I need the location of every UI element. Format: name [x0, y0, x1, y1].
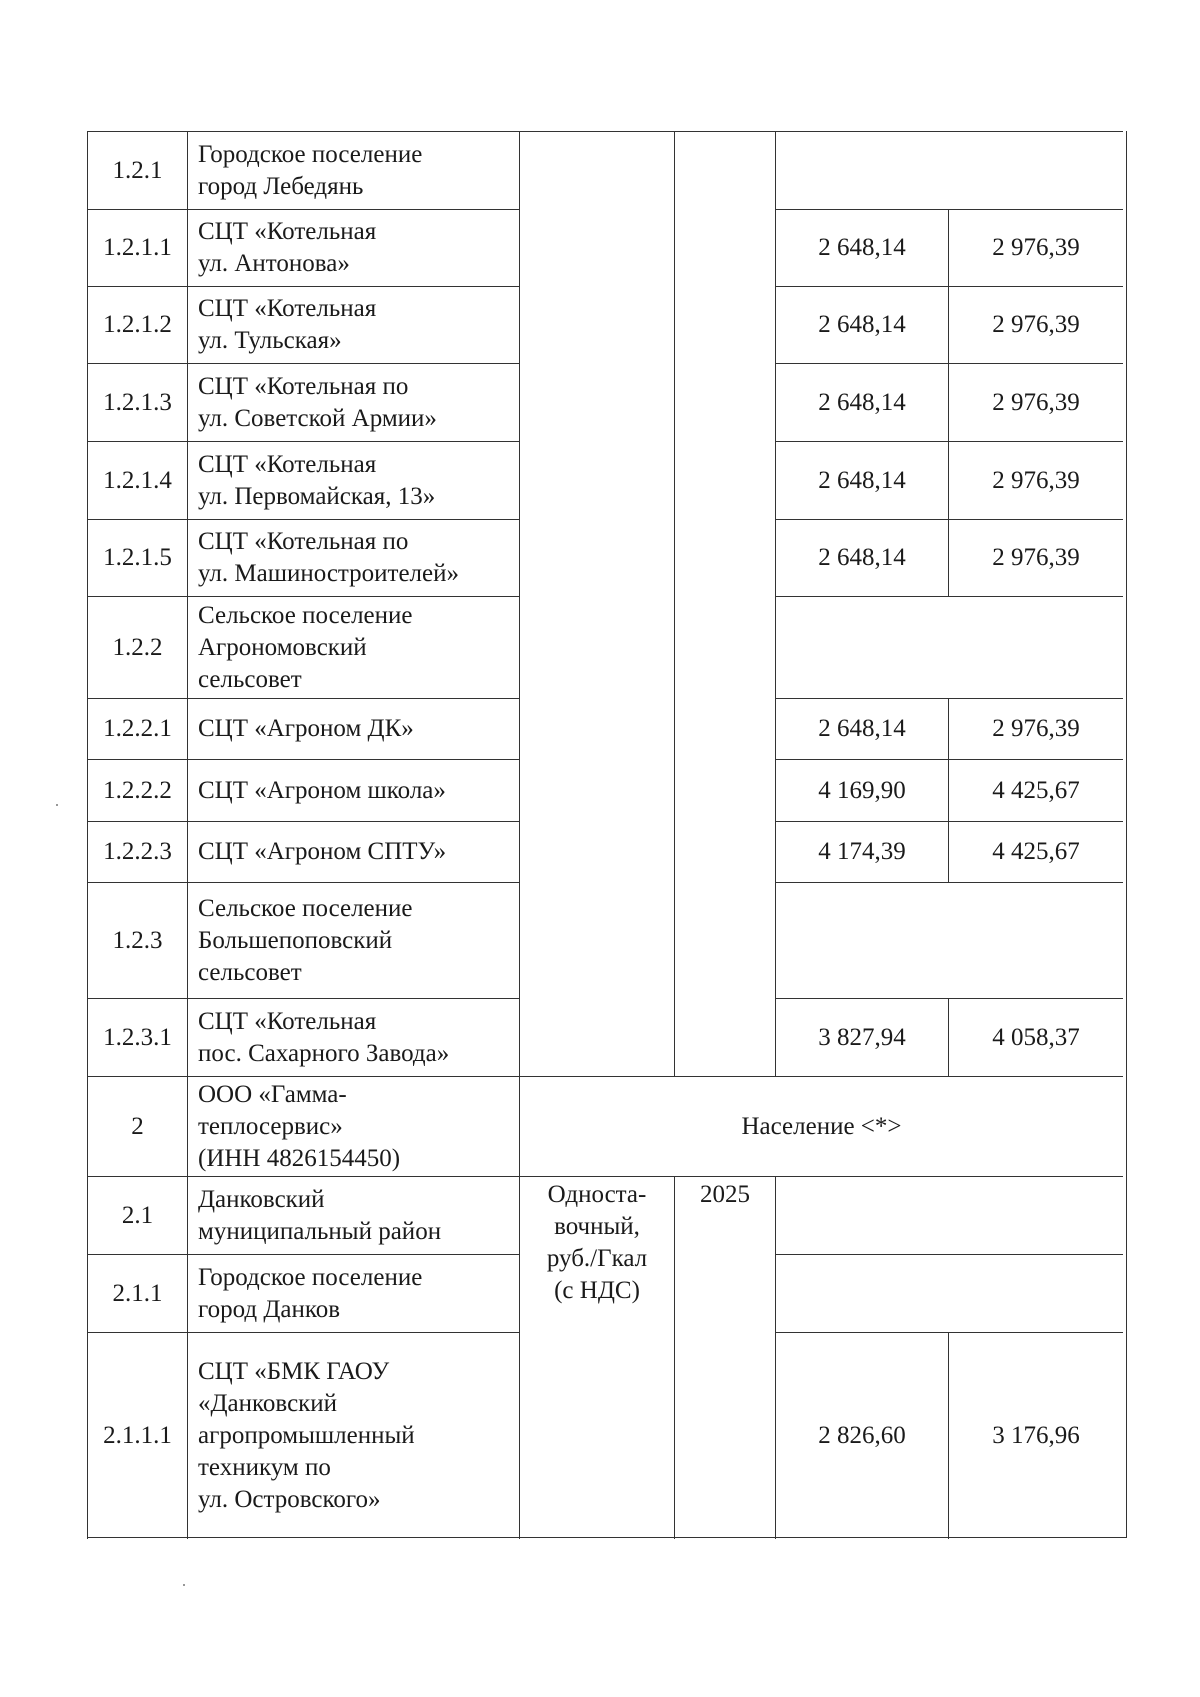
tariff-type-cell-empty [519, 131, 674, 1076]
tariff-value-2: 4 425,67 [948, 821, 1123, 882]
row-number: 2.1.1.1 [87, 1332, 187, 1539]
row-number: 2 [87, 1076, 187, 1176]
tariff-value-1: 4 169,90 [775, 759, 948, 821]
row-name: СЦТ «Котельная ул. Тульская» [187, 286, 519, 363]
tariff-value-1: 2 648,14 [775, 519, 948, 596]
row-number: 1.2.1.3 [87, 363, 187, 441]
period-cell-empty [674, 131, 775, 1076]
tariff-value-2: 2 976,39 [948, 441, 1123, 519]
merged-value-cell [775, 1176, 1123, 1254]
merged-value-cell [775, 1254, 1123, 1332]
merged-value-cell [775, 596, 1123, 698]
tariff-value-2: 3 176,96 [948, 1332, 1123, 1539]
row-name: Городское поселение город Лебедянь [187, 131, 519, 209]
row-name: СЦТ «Агроном ДК» [187, 698, 519, 759]
row-name: СЦТ «БМК ГАОУ «Данковский агропромышленный техникум по ул. Островского» [187, 1332, 519, 1539]
row-name: СЦТ «Котельная ул. Первомайская, 13» [187, 441, 519, 519]
row-number: 1.2.2.2 [87, 759, 187, 821]
tariff-value-1: 2 648,14 [775, 363, 948, 441]
scan-speck [183, 1584, 185, 1586]
row-number: 1.2.1.2 [87, 286, 187, 363]
scan-speck [56, 804, 58, 806]
row-name: СЦТ «Агроном СПТУ» [187, 821, 519, 882]
consumer-group-header: Население <*> [519, 1076, 1123, 1176]
tariff-value-2: 4 058,37 [948, 998, 1123, 1076]
tariff-value-1: 2 648,14 [775, 698, 948, 759]
tariff-value-1: 2 648,14 [775, 441, 948, 519]
row-name: Городское поселение город Данков [187, 1254, 519, 1332]
merged-value-cell [775, 882, 1123, 998]
tariff-value-2: 2 976,39 [948, 209, 1123, 286]
tariff-type-cell: Односта- вочный, руб./Гкал (с НДС) [519, 1176, 674, 1539]
row-name: СЦТ «Агроном школа» [187, 759, 519, 821]
tariff-value-1: 3 827,94 [775, 998, 948, 1076]
row-number: 1.2.3 [87, 882, 187, 998]
row-number: 1.2.1.1 [87, 209, 187, 286]
row-number: 1.2.2.1 [87, 698, 187, 759]
row-number: 1.2.2.3 [87, 821, 187, 882]
row-name: СЦТ «Котельная по ул. Советской Армии» [187, 363, 519, 441]
tariff-value-2: 2 976,39 [948, 698, 1123, 759]
row-name: Данковский муниципальный район [187, 1176, 519, 1254]
merged-value-cell [775, 131, 1123, 209]
tariff-value-2: 2 976,39 [948, 286, 1123, 363]
row-name: ООО «Гамма- теплосервис» (ИНН 4826154450) [187, 1076, 519, 1176]
row-number: 1.2.1.5 [87, 519, 187, 596]
row-name: Сельское поселение Большепоповский сельсовет [187, 882, 519, 998]
row-name: СЦТ «Котельная ул. Антонова» [187, 209, 519, 286]
row-number: 2.1 [87, 1176, 187, 1254]
tariff-value-1: 4 174,39 [775, 821, 948, 882]
tariff-value-2: 2 976,39 [948, 363, 1123, 441]
row-number: 1.2.1 [87, 131, 187, 209]
row-name: СЦТ «Котельная пос. Сахарного Завода» [187, 998, 519, 1076]
row-name: Сельское поселение Агрономовский сельсовет [187, 596, 519, 698]
row-number: 2.1.1 [87, 1254, 187, 1332]
row-name: СЦТ «Котельная по ул. Машиностроителей» [187, 519, 519, 596]
tariff-value-1: 2 648,14 [775, 286, 948, 363]
period-cell: 2025 [674, 1176, 775, 1539]
tariff-value-1: 2 826,60 [775, 1332, 948, 1539]
tariff-table [87, 131, 1127, 1538]
tariff-value-1: 2 648,14 [775, 209, 948, 286]
row-number: 1.2.1.4 [87, 441, 187, 519]
tariff-value-2: 2 976,39 [948, 519, 1123, 596]
tariff-value-2: 4 425,67 [948, 759, 1123, 821]
row-number: 1.2.3.1 [87, 998, 187, 1076]
row-number: 1.2.2 [87, 596, 187, 698]
